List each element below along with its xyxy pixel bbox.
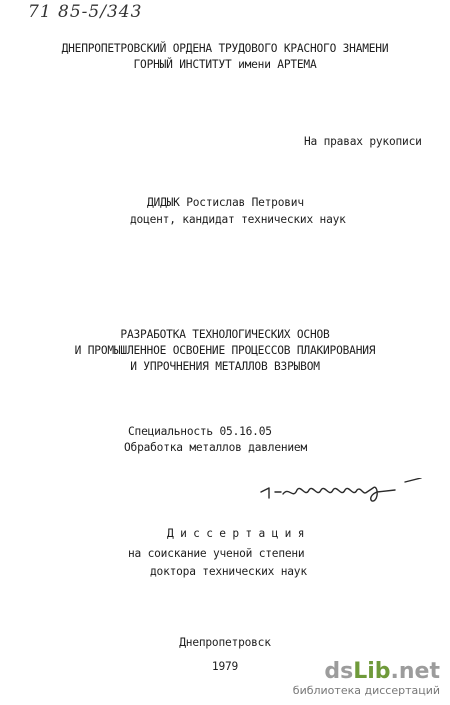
author-title: доцент, кандидат технических наук	[130, 213, 346, 226]
thesis-title-line-2: И ПРОМЫШЛЕННОЕ ОСВОЕНИЕ ПРОЦЕССОВ ПЛАКИРОВАНИЯ	[74, 344, 376, 357]
institution-line-2: ГОРНЫЙ ИНСТИТУТ имени АРТЕМА	[133, 58, 317, 71]
manuscript-rights: На правах рукописи	[304, 135, 422, 148]
thesis-title-line-1: РАЗРАБОТКА ТЕХНОЛОГИЧЕСКИХ ОСНОВ	[120, 328, 330, 341]
year: 1979	[211, 660, 239, 673]
specialty-code: Специальность 05.16.05	[128, 425, 272, 438]
signature	[255, 478, 425, 506]
watermark-logo: dsLib.net	[324, 659, 440, 684]
dissertation-label: Д и с с е р т а ц и я	[167, 527, 305, 540]
city: Днепропетровск	[179, 636, 271, 649]
dissertation-degree-name: доктора технических наук	[150, 565, 307, 578]
dissertation-degree-line: на соискание ученой степени	[128, 547, 305, 560]
specialty-name: Обработка металлов давлением	[124, 441, 307, 454]
institution-line-1: ДНЕПРОПЕТРОВСКИЙ ОРДЕНА ТРУДОВОГО КРАСНОГО ЗНАМЕНИ	[61, 42, 389, 55]
thesis-title-line-3: И УПРОЧНЕНИЯ МЕТАЛЛОВ ВЗРЫВОМ	[130, 360, 320, 373]
handwritten-code: 71 85-5/343	[28, 2, 143, 22]
dslib-watermark	[293, 660, 440, 697]
watermark-subtitle: библиотека диссертаций	[292, 684, 440, 697]
author-name: ДИДЫК Ростислав Петрович	[147, 196, 304, 209]
